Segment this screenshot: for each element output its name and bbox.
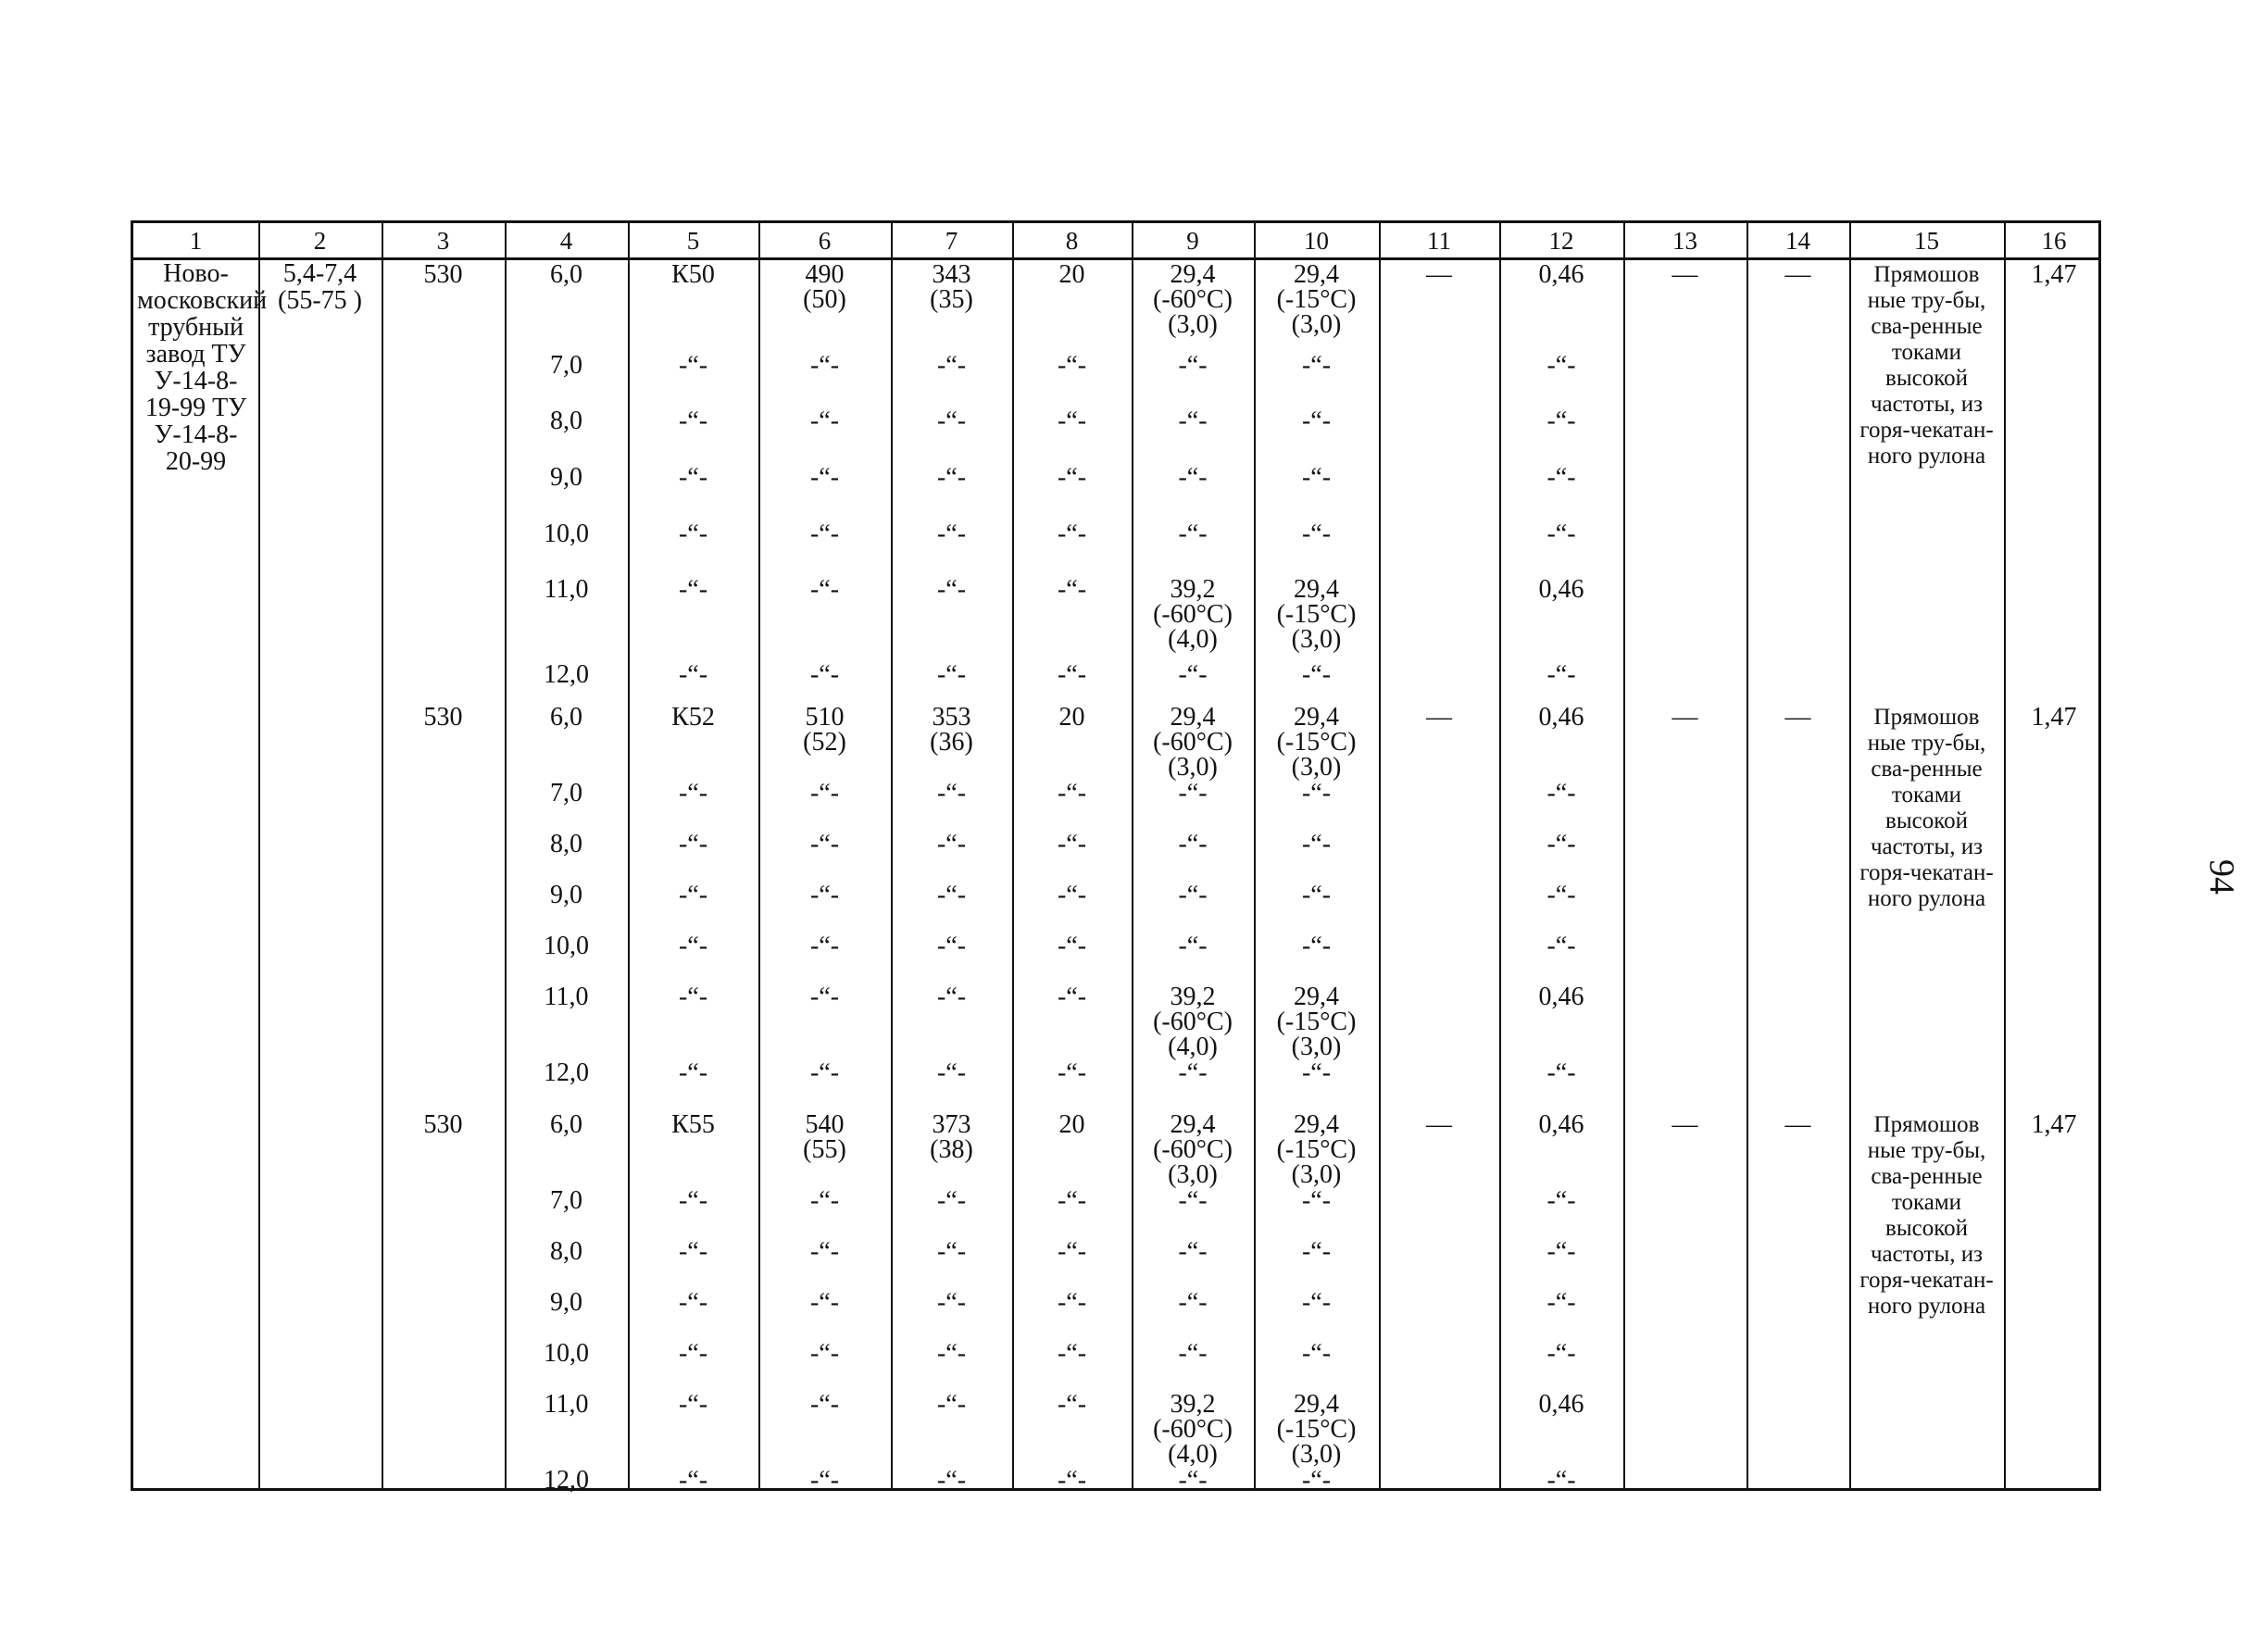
- impact-15-value: 29,4: [1294, 1390, 1339, 1419]
- wall-thickness: 7,0: [550, 1186, 582, 1215]
- ditto-mark: -“-: [936, 830, 967, 858]
- ditto-mark: -“-: [809, 519, 840, 548]
- ditto-mark: -“-: [809, 407, 840, 435]
- impact-15-temp: (-15°C): [1276, 728, 1357, 757]
- ditto-mark: -“-: [1057, 932, 1087, 960]
- tensile-strength-kgf: (50): [803, 285, 846, 314]
- ditto-mark: -“-: [1057, 407, 1087, 435]
- ditto-mark: -“-: [809, 1466, 840, 1495]
- wall-thickness: 7,0: [550, 351, 582, 380]
- ditto-mark: -“-: [936, 1288, 967, 1317]
- impact-60-value: 29,4: [1170, 1110, 1216, 1139]
- impact-15-temp: (-15°C): [1276, 1415, 1357, 1444]
- yield-strength: 373: [932, 1110, 971, 1139]
- ditto-mark: -“-: [1301, 463, 1332, 492]
- impact-60-temp: (-60°C): [1153, 1415, 1233, 1444]
- ditto-mark: -“-: [809, 1390, 840, 1419]
- impact-15-kgf: (3,0): [1291, 310, 1342, 339]
- column-header: 12: [1548, 227, 1574, 255]
- pressure-value: 1,47: [2031, 703, 2077, 732]
- ditto-mark: -“-: [1301, 881, 1332, 909]
- pressure-value: 1,47: [2031, 260, 2077, 289]
- impact-60-kgf: (3,0): [1168, 310, 1218, 339]
- impact-15-kgf: (3,0): [1291, 1032, 1342, 1061]
- ditto-mark: -“-: [809, 1288, 840, 1317]
- ditto-mark: -“-: [809, 932, 840, 960]
- column-divider: [1623, 223, 1625, 1488]
- wall-thickness: 7,0: [550, 779, 582, 807]
- ditto-mark: -“-: [1178, 1466, 1208, 1495]
- ditto-mark: -“-: [1178, 830, 1208, 858]
- ditto-mark: -“-: [1546, 660, 1576, 689]
- column-header: 16: [2041, 227, 2067, 255]
- ditto-mark: -“-: [678, 463, 708, 492]
- impact-60-kgf: (3,0): [1168, 753, 1218, 782]
- impact-15-kgf: (3,0): [1291, 625, 1342, 654]
- ditto-mark: -“-: [678, 932, 708, 960]
- ditto-mark: -“-: [1057, 1466, 1087, 1495]
- tensile-strength: 490: [805, 260, 845, 289]
- ditto-mark: -“-: [1546, 519, 1576, 548]
- ditto-mark: -“-: [1178, 1237, 1208, 1266]
- ditto-mark: -“-: [1178, 519, 1208, 548]
- ditto-mark: -“-: [1057, 660, 1087, 689]
- ditto-mark: -“-: [678, 982, 708, 1011]
- ditto-mark: -“-: [1301, 830, 1332, 858]
- ditto-mark: -“-: [936, 881, 967, 909]
- ditto-mark: -“-: [1178, 463, 1208, 492]
- dash-col13: —: [1671, 260, 1698, 289]
- impact-15-value: 29,4: [1294, 1110, 1339, 1139]
- carbon-equivalent: 0,46: [1538, 1390, 1584, 1419]
- ditto-mark: -“-: [936, 982, 967, 1011]
- ditto-mark: -“-: [936, 575, 967, 604]
- column-header: 14: [1785, 227, 1810, 255]
- ditto-mark: -“-: [678, 1288, 708, 1317]
- ditto-mark: -“-: [1546, 351, 1576, 380]
- yield-strength-kgf: (35): [930, 285, 973, 314]
- impact-15-value: 29,4: [1294, 575, 1339, 604]
- pressure-value: 1,47: [2031, 1110, 2077, 1139]
- wall-thickness: 9,0: [550, 1288, 582, 1317]
- ditto-mark: -“-: [809, 660, 840, 689]
- column-header: 1: [189, 227, 203, 255]
- column-header: 4: [559, 227, 573, 255]
- ditto-mark: -“-: [936, 351, 967, 380]
- ditto-mark: -“-: [678, 407, 708, 435]
- ditto-mark: -“-: [1057, 830, 1087, 858]
- column-header: 2: [313, 227, 327, 255]
- wall-thickness: 10,0: [544, 1339, 589, 1368]
- ditto-mark: -“-: [1546, 1237, 1576, 1266]
- pipe-description: Прямошов ные тру-бы, сва-ренные токами высокой частоты, из горя-чекатан-ного рулона: [1859, 1112, 1994, 1319]
- ditto-mark: -“-: [936, 1058, 967, 1087]
- ditto-mark: -“-: [1178, 1186, 1208, 1215]
- tensile-strength: 510: [805, 703, 845, 732]
- column-divider: [382, 223, 383, 1488]
- ditto-mark: -“-: [1178, 351, 1208, 380]
- ditto-mark: -“-: [1301, 351, 1332, 380]
- ditto-mark: -“-: [1178, 407, 1208, 435]
- dash-col11: —: [1426, 1110, 1452, 1139]
- column-header: 13: [1672, 227, 1697, 255]
- dash-col13: —: [1671, 1110, 1698, 1139]
- ditto-mark: -“-: [678, 1237, 708, 1266]
- ditto-mark: -“-: [678, 1186, 708, 1215]
- ditto-mark: -“-: [1546, 779, 1576, 807]
- ditto-mark: -“-: [678, 351, 708, 380]
- yield-strength: 353: [932, 703, 971, 732]
- ditto-mark: -“-: [1057, 1390, 1087, 1419]
- ditto-mark: -“-: [809, 1237, 840, 1266]
- ditto-mark: -“-: [809, 575, 840, 604]
- impact-60-value: 29,4: [1170, 703, 1216, 732]
- pipe-description: Прямошов ные тру-бы, сва-ренные токами высокой частоты, из горя-чекатан-ного рулона: [1859, 262, 1994, 469]
- impact-60-value: 39,2: [1170, 1390, 1216, 1419]
- ditto-mark: -“-: [678, 881, 708, 909]
- impact-60-value: 39,2: [1170, 575, 1216, 604]
- column-divider: [258, 223, 260, 1488]
- impact-15-temp: (-15°C): [1276, 1135, 1357, 1164]
- ditto-mark: -“-: [936, 932, 967, 960]
- ditto-mark: -“-: [1057, 519, 1087, 548]
- column-header: 7: [945, 227, 958, 255]
- impact-60-kgf: (4,0): [1168, 1440, 1218, 1469]
- steel-grade: К52: [671, 703, 715, 732]
- ditto-mark: -“-: [678, 1058, 708, 1087]
- dash-col13: —: [1671, 703, 1698, 732]
- pipe-diameter: 530: [423, 1110, 463, 1139]
- ditto-mark: -“-: [936, 463, 967, 492]
- column-divider: [1379, 223, 1381, 1488]
- dash-col14: —: [1784, 260, 1811, 289]
- ditto-mark: -“-: [809, 1058, 840, 1087]
- ditto-mark: -“-: [809, 1186, 840, 1215]
- dash-col11: —: [1426, 260, 1452, 289]
- ditto-mark: -“-: [936, 1390, 967, 1419]
- impact-60-value: 29,4: [1170, 260, 1216, 289]
- ditto-mark: -“-: [1057, 351, 1087, 380]
- impact-60-temp: (-60°C): [1153, 285, 1233, 314]
- ditto-mark: -“-: [936, 1237, 967, 1266]
- impact-15-value: 29,4: [1294, 260, 1339, 289]
- impact-60-value: 39,2: [1170, 982, 1216, 1011]
- ditto-mark: -“-: [1301, 1339, 1332, 1368]
- ditto-mark: -“-: [936, 407, 967, 435]
- ditto-mark: -“-: [1301, 519, 1332, 548]
- ditto-mark: -“-: [1301, 407, 1332, 435]
- wall-thickness: 6,0: [550, 703, 582, 732]
- ditto-mark: -“-: [936, 1466, 967, 1495]
- column-header: 15: [1914, 227, 1939, 255]
- column-header: 5: [686, 227, 700, 255]
- data-table: [131, 220, 2101, 1495]
- ditto-mark: -“-: [1301, 1186, 1332, 1215]
- ditto-mark: -“-: [936, 1186, 967, 1215]
- wall-thickness: 6,0: [550, 1110, 582, 1139]
- ditto-mark: -“-: [1057, 1339, 1087, 1368]
- wall-thickness: 8,0: [550, 1237, 582, 1266]
- ditto-mark: -“-: [809, 463, 840, 492]
- ditto-mark: -“-: [936, 660, 967, 689]
- ditto-mark: -“-: [1057, 463, 1087, 492]
- impact-60-kgf: (4,0): [1168, 1032, 1218, 1061]
- ditto-mark: -“-: [1178, 881, 1208, 909]
- impact-60-temp: (-60°C): [1153, 1135, 1233, 1164]
- impact-15-kgf: (3,0): [1291, 753, 1342, 782]
- ditto-mark: -“-: [1057, 982, 1087, 1011]
- ditto-mark: -“-: [1301, 1288, 1332, 1317]
- ditto-mark: -“-: [1301, 779, 1332, 807]
- wall-thickness: 11,0: [544, 575, 589, 604]
- wall-thickness: 8,0: [550, 830, 582, 858]
- ditto-mark: -“-: [1057, 1186, 1087, 1215]
- column-header: 6: [818, 227, 832, 255]
- pipe-description: Прямошов ные тру-бы, сва-ренные токами высокой частоты, из горя-чекатан-ного рулона: [1859, 705, 1994, 911]
- ditto-mark: -“-: [1546, 932, 1576, 960]
- ditto-mark: -“-: [1546, 463, 1576, 492]
- column-header: 9: [1186, 227, 1199, 255]
- yield-strength-kgf: (36): [930, 728, 973, 757]
- ditto-mark: -“-: [1057, 1058, 1087, 1087]
- column-divider: [1746, 223, 1748, 1488]
- elongation: 20: [1058, 260, 1085, 289]
- tensile-strength-kgf: (55): [803, 1135, 846, 1164]
- ditto-mark: -“-: [1301, 1466, 1332, 1495]
- impact-60-temp: (-60°C): [1153, 600, 1233, 629]
- column-divider: [2004, 223, 2006, 1488]
- impact-15-temp: (-15°C): [1276, 1007, 1357, 1036]
- ditto-mark: -“-: [1301, 1237, 1332, 1266]
- wall-thickness: 12,0: [544, 660, 589, 689]
- ditto-mark: -“-: [678, 830, 708, 858]
- ditto-mark: -“-: [1178, 1058, 1208, 1087]
- ditto-mark: -“-: [1546, 881, 1576, 909]
- ditto-mark: -“-: [936, 519, 967, 548]
- ditto-mark: -“-: [678, 660, 708, 689]
- ditto-mark: -“-: [1546, 1058, 1576, 1087]
- ditto-mark: -“-: [1546, 1339, 1576, 1368]
- ditto-mark: -“-: [809, 881, 840, 909]
- impact-15-kgf: (3,0): [1291, 1160, 1342, 1189]
- ditto-mark: -“-: [1546, 830, 1576, 858]
- ditto-mark: -“-: [809, 830, 840, 858]
- tensile-strength-kgf: (52): [803, 728, 846, 757]
- ditto-mark: -“-: [1301, 932, 1332, 960]
- wall-thickness: 12,0: [544, 1466, 589, 1495]
- elongation: 20: [1058, 1110, 1085, 1139]
- impact-15-kgf: (3,0): [1291, 1440, 1342, 1469]
- tensile-strength: 540: [805, 1110, 845, 1139]
- ditto-mark: -“-: [1178, 932, 1208, 960]
- wall-thickness: 11,0: [544, 982, 589, 1011]
- ditto-mark: -“-: [1178, 779, 1208, 807]
- ditto-mark: -“-: [809, 1339, 840, 1368]
- wall-thickness: 9,0: [550, 463, 582, 492]
- yield-strength-kgf: (38): [930, 1135, 973, 1164]
- column-header: 10: [1304, 227, 1329, 255]
- ditto-mark: -“-: [1057, 575, 1087, 604]
- ditto-mark: -“-: [1546, 1186, 1576, 1215]
- impact-15-temp: (-15°C): [1276, 600, 1357, 629]
- ditto-mark: -“-: [678, 1339, 708, 1368]
- impact-15-value: 29,4: [1294, 982, 1339, 1011]
- ditto-mark: -“-: [1301, 660, 1332, 689]
- ditto-mark: -“-: [809, 982, 840, 1011]
- pipe-diameter: 530: [423, 260, 463, 289]
- ditto-mark: -“-: [936, 1339, 967, 1368]
- ditto-mark: -“-: [678, 779, 708, 807]
- wall-thickness: 10,0: [544, 519, 589, 548]
- ditto-mark: -“-: [1057, 1237, 1087, 1266]
- steel-grade: К55: [671, 1110, 715, 1139]
- carbon-equivalent: 0,46: [1538, 703, 1584, 732]
- ditto-mark: -“-: [936, 779, 967, 807]
- wall-thickness: 9,0: [550, 881, 582, 909]
- impact-15-value: 29,4: [1294, 703, 1339, 732]
- column-header: 8: [1065, 227, 1079, 255]
- dash-col14: —: [1784, 703, 1811, 732]
- ditto-mark: -“-: [678, 1390, 708, 1419]
- impact-60-kgf: (4,0): [1168, 625, 1218, 654]
- ditto-mark: -“-: [1057, 881, 1087, 909]
- carbon-equivalent: 0,46: [1538, 260, 1584, 289]
- column-header: 3: [436, 227, 450, 255]
- ditto-mark: -“-: [1546, 1288, 1576, 1317]
- elongation: 20: [1058, 703, 1085, 732]
- impact-60-kgf: (3,0): [1168, 1160, 1218, 1189]
- ditto-mark: -“-: [1546, 407, 1576, 435]
- column-divider: [1849, 223, 1851, 1488]
- wall-thickness: 10,0: [544, 932, 589, 960]
- steel-grade: К50: [671, 260, 715, 289]
- ditto-mark: -“-: [1178, 1339, 1208, 1368]
- ditto-mark: -“-: [809, 351, 840, 380]
- ditto-mark: -“-: [1057, 779, 1087, 807]
- dash-col11: —: [1426, 703, 1452, 732]
- wall-thickness: 11,0: [544, 1390, 589, 1419]
- carbon-equivalent: 0,46: [1538, 575, 1584, 604]
- wall-thickness: 12,0: [544, 1058, 589, 1087]
- carbon-equivalent: 0,46: [1538, 1110, 1584, 1139]
- page-number: 94: [2202, 859, 2241, 895]
- column-header: 11: [1427, 227, 1451, 255]
- ditto-mark: -“-: [1057, 1288, 1087, 1317]
- yield-strength: 343: [932, 260, 971, 289]
- manufacturer-cell: Ново-московский трубный завод ТУ У-14-8-19-99 ТУ У-14-8-20-99: [137, 259, 268, 476]
- ditto-mark: -“-: [1178, 660, 1208, 689]
- ditto-mark: -“-: [678, 519, 708, 548]
- pipe-diameter: 530: [423, 703, 463, 732]
- ditto-mark: -“-: [1301, 1058, 1332, 1087]
- ditto-mark: -“-: [1178, 1288, 1208, 1317]
- impact-60-temp: (-60°C): [1153, 728, 1233, 757]
- wall-thickness: 8,0: [550, 407, 582, 435]
- impact-60-temp: (-60°C): [1153, 1007, 1233, 1036]
- ditto-mark: -“-: [678, 575, 708, 604]
- ditto-mark: -“-: [809, 779, 840, 807]
- dash-col14: —: [1784, 1110, 1811, 1139]
- strength-class-cell: 5,4-7,4 (55-75 ): [278, 259, 362, 315]
- ditto-mark: -“-: [1546, 1466, 1576, 1495]
- impact-15-temp: (-15°C): [1276, 285, 1357, 314]
- carbon-equivalent: 0,46: [1538, 982, 1584, 1011]
- ditto-mark: -“-: [678, 1466, 708, 1495]
- wall-thickness: 6,0: [550, 260, 582, 289]
